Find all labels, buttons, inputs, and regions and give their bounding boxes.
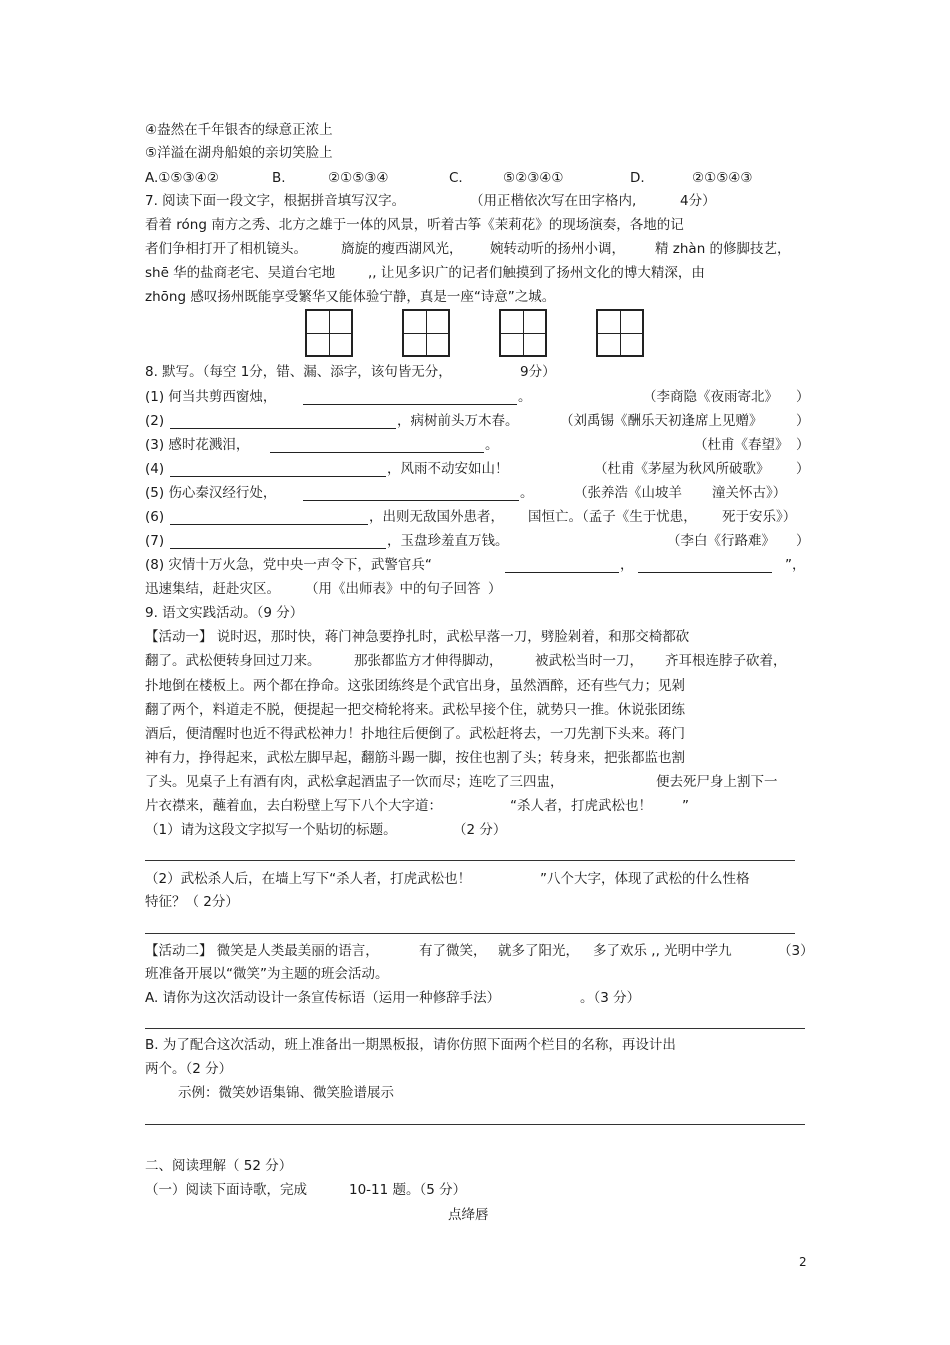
q7-passage-line-3b: ,, 让见多识广的记者们触摸到了扬州文化的博大精深，由: [368, 265, 705, 281]
q6-choice-c-letter: C.: [449, 170, 463, 186]
q6-option-4: ④盎然在千年银杏的绿意正浓上: [145, 122, 333, 138]
activity2-line-1c: 就多了阳光，: [498, 943, 579, 959]
q9-question-a: A. 请你为这次活动设计一条宣传标语（运用一种修辞手法）: [145, 990, 501, 1006]
activity1-line-8b: “杀人者，打虎武松也！: [510, 798, 652, 814]
q9-subquestion-1-score: （2 分）: [453, 822, 507, 838]
q8-blank-8b[interactable]: [638, 572, 772, 573]
q8-line-6-source: 死于安乐》）: [722, 509, 797, 525]
q8-line-2-num: (2): [145, 413, 165, 429]
q8-blank-1[interactable]: [303, 404, 517, 405]
q8-line-7-source: （李白《行路难》: [667, 533, 775, 549]
q7-passage-line-2c: 婉转动听的扬州小调，: [490, 241, 625, 257]
q8-line-7-close: ）: [796, 533, 810, 549]
activity1-line-2c: 被武松当时一刀，: [535, 653, 643, 669]
q9-subquestion-1: （1）请为这段文字拟写一个贴切的标题。: [145, 822, 397, 838]
q9-example: 示例：微笑妙语集锦、微笑脸谱展示: [178, 1085, 394, 1101]
q8-line-1-source: （李商隐《夜雨寄北》: [643, 389, 778, 405]
page-number: 2: [799, 1255, 807, 1269]
q9-title: 9. 语文实践活动。（9 分）: [145, 605, 304, 621]
q9-subquestion-2a: （2）武松杀人后，在墙上写下“杀人者，打虎武松也！: [145, 871, 472, 887]
q9-subquestion-2c: 特征？（ 2分）: [145, 894, 239, 910]
q8-line-6-text-2: 国恒亡。（孟子《生于忧患，: [528, 509, 697, 525]
answer-line-3[interactable]: [145, 1028, 805, 1029]
activity1-line-2a: 翻了。武松便转身回过刀来。: [145, 653, 321, 669]
activity2-line-1b: 有了微笑，: [419, 943, 487, 959]
q8-line-2-source: （刘禹锡《酬乐天初逢席上见赠》: [560, 413, 763, 429]
q6-choice-d-value: ②①⑤④③: [692, 170, 753, 186]
q7-title: 7. 阅读下面一段文字，根据拼音填写汉字。: [145, 193, 406, 209]
poem-title: 点绛唇: [448, 1207, 489, 1223]
q8-line-1-close: ）: [796, 389, 810, 405]
activity1-line-2d: 齐耳根连脖子砍着，: [665, 653, 787, 669]
activity1-line-1: 【活动一】 说时迟，那时快，蒋门神急要挣扎时，武松早落一刀，劈脸剁着，和那交椅都砍: [145, 629, 690, 645]
q6-choice-b-letter: B.: [272, 170, 286, 186]
q7-passage-line-3a: shē 华的盐商老宅、吴道台宅地: [145, 265, 336, 281]
q8-line-3-close: ）: [796, 437, 810, 453]
q9-subquestion-2b: ”八个大字，体现了武松的什么性格: [540, 871, 750, 887]
q8-line-8-close: ”，: [785, 557, 806, 573]
section-2-subtitle-b: 10-11 题。（5 分）: [349, 1182, 467, 1198]
q8-line-7-text: ，玉盘珍羞直万钱。: [387, 533, 509, 549]
section-2-title: 二、阅读理解（ 52 分）: [145, 1158, 293, 1174]
q8-line-5-source-2: 潼关怀古》）: [712, 485, 787, 501]
q8-blank-2[interactable]: [170, 428, 396, 429]
writing-grid-1[interactable]: [305, 309, 353, 357]
q6-choice-b-value: ②①⑤③④: [328, 170, 389, 186]
q7-passage-line-2a: 者们争相打开了相机镜头。: [145, 241, 307, 257]
q8-line-5-source: （张养浩《山坡羊: [574, 485, 682, 501]
q8-line-4-source: （杜甫《茅屋为秋风所破歌》: [594, 461, 770, 477]
q8-blank-8a[interactable]: [505, 572, 619, 573]
activity1-line-8a: 片衣襟来，蘸着血，去白粉壁上写下八个大字道：: [145, 798, 442, 814]
writing-grid-3[interactable]: [499, 309, 547, 357]
q8-line-3-end: 。: [485, 437, 499, 453]
q8-title: 8. 默写。（每空 1分，错、漏、添字，该句皆无分，: [145, 364, 452, 380]
activity1-line-2b: 那张都监方才伸得脚动，: [354, 653, 503, 669]
activity2-line-2: 班准备开展以“微笑”为主题的班会活动。: [145, 966, 389, 982]
q7-score: 4分）: [680, 193, 716, 209]
q8-line-1-end: 。: [518, 389, 532, 405]
q9-question-b-line-2: 两个。（2 分）: [145, 1061, 233, 1077]
writing-grid-4[interactable]: [596, 309, 644, 357]
answer-line-2[interactable]: [145, 933, 795, 934]
q8-blank-5[interactable]: [303, 500, 519, 501]
q8-line-6-num: (6): [145, 509, 165, 525]
activity2-line-1a: 【活动二】 微笑是人类最美丽的语言，: [145, 943, 379, 959]
q8-line-5-end: 。: [520, 485, 534, 501]
q7-passage-line-2b: 旖旋的瘦西湖风光，: [341, 241, 463, 257]
q8-line-6-text: ，出则无敌国外患者，: [369, 509, 504, 525]
q7-note: （用正楷依次写在田字格内,: [470, 193, 637, 209]
activity2-line-1e: （3）: [778, 943, 814, 959]
q8-blank-4[interactable]: [170, 476, 386, 477]
q6-choice-a: A.①⑤③④②: [145, 170, 219, 186]
q8-line-2-close: ）: [796, 413, 810, 429]
answer-line-1[interactable]: [145, 860, 795, 861]
q8-line-4-text: ，风雨不动安如山！: [387, 461, 509, 477]
writing-grid-2[interactable]: [402, 309, 450, 357]
activity1-line-7b: 便去死尸身上割下一: [656, 774, 778, 790]
q7-passage-line-2d: 精 zhàn 的修脚技艺，: [655, 241, 791, 257]
q8-line-7-num: (7): [145, 533, 165, 549]
q8-line-1-text: (1) 何当共剪西窗烛，: [145, 389, 277, 405]
answer-line-4[interactable]: [145, 1124, 805, 1125]
q6-choice-d-letter: D.: [630, 170, 645, 186]
q7-passage-line-4: zhōng 感叹扬州既能享受繁华又能体验宁静，真是一座“诗意”之城。: [145, 289, 556, 305]
section-2-subtitle-a: （一）阅读下面诗歌，完成: [145, 1182, 307, 1198]
activity1-line-4: 翻了两个，料道走不脱，便提起一把交椅轮将来。武松早接个住，就势只一推。休说张团练: [145, 702, 685, 718]
q7-passage-line-1: 看着 róng 南方之秀、北方之雄于一体的风景，听着古筝《茉莉花》的现场演奏，各地的记: [145, 217, 684, 233]
q8-blank-3[interactable]: [270, 452, 484, 453]
activity1-line-6: 神有力，挣得起来，武松左脚早起，翻筋斗踢一脚，按住也割了头；转身来，把张都监也割: [145, 750, 685, 766]
activity1-line-3: 扑地倒在楼板上。两个都在挣命。这张团练终是个武官出身，虽然酒醉，还有些气力；见剁: [145, 678, 685, 694]
q8-line-8-text: (8) 灾情十万火急，党中央一声令下，武警官兵“: [145, 557, 432, 573]
activity2-line-1d: 多了欢乐 ,, 光明中学九: [593, 943, 732, 959]
q9-question-a-score: 。（3 分）: [580, 990, 641, 1006]
q8-line-8-next: 迅速集结，赶赴灾区。: [145, 581, 280, 597]
q8-line-4-num: (4): [145, 461, 165, 477]
q8-line-2-text: ，病树前头万木春。: [397, 413, 519, 429]
activity1-line-5: 酒后，便清醒时也近不得武松神力！扑地往后便倒了。武松赶将去，一刀先割下头来。蒋门: [145, 726, 685, 742]
q8-line-8-note-close: ）: [488, 581, 502, 597]
q8-line-4-close: ）: [796, 461, 810, 477]
q8-line-3-source: （杜甫《春望》: [694, 437, 789, 453]
q6-choice-c-value: ⑤②③④①: [503, 170, 564, 186]
q9-question-b-line-1: B. 为了配合这次活动，班上准备出一期黑板报，请你仿照下面两个栏目的名称，再设计出: [145, 1037, 676, 1053]
q8-line-8-comma: ，: [620, 557, 634, 573]
activity1-line-7a: 了头。见桌子上有酒有肉，武松拿起酒盅子一饮而尽；连吃了三四盅，: [145, 774, 564, 790]
q8-line-8-note: （用《出师表》中的句子回答: [305, 581, 481, 597]
q8-line-5-text: (5) 伤心秦汉经行处，: [145, 485, 277, 501]
q8-score: 9分）: [520, 364, 556, 380]
q8-blank-6[interactable]: [170, 524, 368, 525]
q6-option-5: ⑤洋溢在湖舟船娘的亲切笑脸上: [145, 145, 333, 161]
q8-blank-7[interactable]: [170, 548, 386, 549]
q8-line-3-text: (3) 感时花溅泪，: [145, 437, 250, 453]
activity1-line-8c: ”: [682, 798, 689, 814]
